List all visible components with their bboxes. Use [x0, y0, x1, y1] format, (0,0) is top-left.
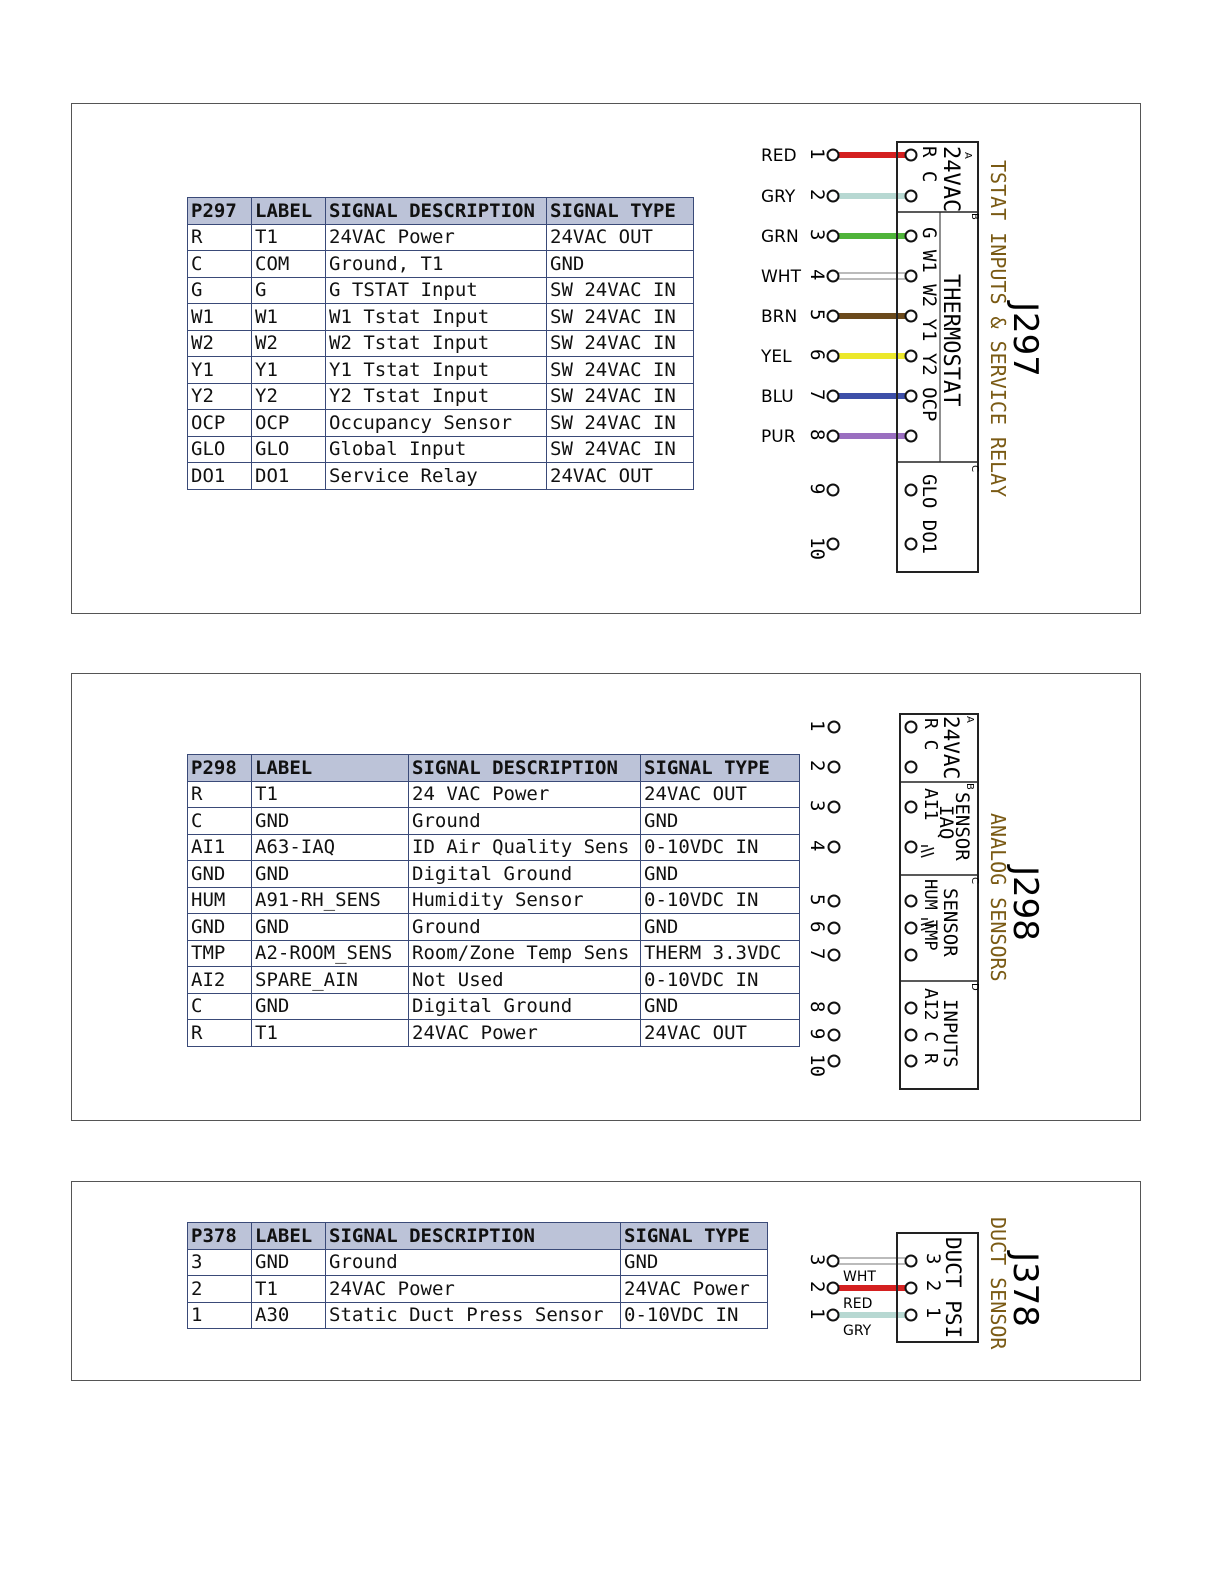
p297-cell: SW 24VAC IN	[547, 277, 694, 304]
p298-cell: AI2	[188, 967, 252, 994]
p297-cell: OCP	[252, 410, 326, 437]
pin-number: 9	[806, 1028, 828, 1040]
p378-cell: 24VAC Power	[621, 1276, 768, 1303]
p298-cell: C	[188, 808, 252, 835]
j298-group-d-letter: D	[969, 983, 980, 991]
p297-cell: G TSTAT Input	[326, 277, 547, 304]
p378-header: LABEL	[252, 1223, 326, 1250]
p297-header: LABEL	[252, 198, 326, 225]
p378-cell: Ground	[326, 1249, 621, 1276]
p297-cell: T1	[252, 224, 326, 251]
p378-cell: Static Duct Press Sensor	[326, 1302, 621, 1329]
p297-cell: OCP	[188, 410, 252, 437]
p298-cell: 0-10VDC IN	[641, 834, 800, 861]
p378-cell: 0-10VDC IN	[621, 1302, 768, 1329]
p297-cell: Global Input	[326, 436, 547, 463]
j378-block-title: DUCT PSI	[941, 1237, 965, 1339]
p297-cell: W1	[188, 304, 252, 331]
wire-color-label: GRY	[843, 1323, 872, 1339]
wire-color-label: PUR	[761, 427, 796, 447]
p298-cell: 0-10VDC IN	[641, 967, 800, 994]
p378-header: SIGNAL TYPE	[621, 1223, 768, 1250]
p378-header: P378	[188, 1223, 252, 1250]
p297-cell: C	[188, 251, 252, 278]
j298-hum-pins: HUM TMP	[920, 879, 940, 951]
j298-24vac-pins: R C	[920, 718, 941, 751]
pin-number: 1	[806, 148, 828, 160]
p297-cell: 24VAC OUT	[547, 224, 694, 251]
wire-color-label: WHT	[843, 1269, 876, 1285]
pin-number: 2	[806, 189, 828, 201]
p297-cell: GLO	[252, 436, 326, 463]
p298-cell: GND	[252, 914, 409, 941]
p298-cell: SPARE_AIN	[252, 967, 409, 994]
pin-number: 10	[806, 1054, 828, 1077]
p297-cell: GLO	[188, 436, 252, 463]
p298-cell: GND	[641, 808, 800, 835]
p298-cell: A2-ROOM_SENS	[252, 940, 409, 967]
p298-cell: GND	[252, 993, 409, 1020]
p297-cell: W2	[188, 330, 252, 357]
p298-cell: Ground	[409, 808, 641, 835]
p378-cell: 2	[188, 1276, 252, 1303]
p298-cell: GND	[188, 861, 252, 888]
p297-cell: Y2	[252, 383, 326, 410]
j378-block-pins: 3 2 1	[922, 1253, 944, 1321]
j297-24vac-pins: R C	[918, 146, 940, 184]
p298-cell: C	[188, 993, 252, 1020]
p378-cell: GND	[621, 1249, 768, 1276]
p298-cell: Digital Ground	[409, 861, 641, 888]
p298-cell: 24VAC OUT	[641, 781, 800, 808]
j297-group-a-letter: A	[962, 152, 973, 159]
p297-cell: G	[188, 277, 252, 304]
pin-number: 3	[806, 800, 828, 812]
p298-header: SIGNAL TYPE	[641, 755, 800, 782]
j297-group-b-letter: B	[969, 213, 980, 220]
connector-pin	[906, 1283, 917, 1294]
pin-number: 4	[806, 840, 828, 852]
p298-header: LABEL	[252, 755, 409, 782]
p378-cell: A30	[252, 1302, 326, 1329]
pin-number: 1	[806, 1308, 828, 1320]
p298-cell: Humidity Sensor	[409, 887, 641, 914]
p298-cell: 24VAC Power	[409, 1020, 641, 1047]
j297-group-c-pins: GLO DO1	[918, 474, 940, 555]
p297-cell: Y1	[252, 357, 326, 384]
p298-cell: A63-IAQ	[252, 834, 409, 861]
p297-cell: DO1	[252, 463, 326, 490]
p378-header: SIGNAL DESCRIPTION	[326, 1223, 621, 1250]
wire-color-label: YEL	[761, 347, 792, 367]
wire-color-label: RED	[761, 146, 797, 166]
p297-cell: COM	[252, 251, 326, 278]
pin-number: 9	[806, 483, 828, 495]
j298-iaq-pins: AI1	[920, 788, 941, 821]
j298-24vac-label: 24VAC	[939, 716, 963, 780]
j298-iaq-sensor-label: SENSOR	[951, 792, 973, 861]
p298-cell: 24 VAC Power	[409, 781, 641, 808]
pin-number: 10	[806, 537, 828, 560]
wire-color-label: GRN	[761, 227, 799, 247]
p298-cell: Not Used	[409, 967, 641, 994]
p297-cell: Service Relay	[326, 463, 547, 490]
p297-cell: W1 Tstat Input	[326, 304, 547, 331]
p298-cell: GND	[641, 993, 800, 1020]
j298-title: J298	[1005, 866, 1045, 941]
connector-pin	[906, 1256, 917, 1267]
p297-cell: W2	[252, 330, 326, 357]
p297-cell: SW 24VAC IN	[547, 330, 694, 357]
p297-cell: DO1	[188, 463, 252, 490]
j298-inputs-pins: AI2 C R	[920, 988, 941, 1064]
header-pin	[828, 1310, 839, 1321]
p297-header: SIGNAL DESCRIPTION	[326, 198, 547, 225]
pin-number: 3	[806, 229, 828, 241]
p298-cell: GND	[252, 861, 409, 888]
p298-cell: HUM	[188, 887, 252, 914]
connector-pin	[906, 1310, 917, 1321]
p298-cell: R	[188, 1020, 252, 1047]
p298-cell: 0-10VDC IN	[641, 887, 800, 914]
j298-iaq-label: IAQ	[935, 805, 957, 840]
j297-24vac-label: 24VAC	[938, 146, 963, 213]
p378-cell: 1	[188, 1302, 252, 1329]
p298-cell: T1	[252, 781, 409, 808]
wire-color-label: BRN	[761, 307, 798, 327]
header-pin	[828, 1283, 839, 1294]
p378-cell: 3	[188, 1249, 252, 1276]
j298-group-c-letter: C	[969, 877, 980, 884]
p297-cell: GND	[547, 251, 694, 278]
p298-cell: Room/Zone Temp Sens	[409, 940, 641, 967]
p298-cell: T1	[252, 1020, 409, 1047]
p298-header: SIGNAL DESCRIPTION	[409, 755, 641, 782]
p297-cell: Occupancy Sensor	[326, 410, 547, 437]
p298-cell: GND	[252, 808, 409, 835]
p378-cell: T1	[252, 1276, 326, 1303]
p298-cell: THERM 3.3VDC	[641, 940, 800, 967]
p297-cell: SW 24VAC IN	[547, 357, 694, 384]
p297-cell: G	[252, 277, 326, 304]
p297-cell: SW 24VAC IN	[547, 383, 694, 410]
p298-cell: TMP	[188, 940, 252, 967]
p298-cell: GND	[188, 914, 252, 941]
pin-number: 1	[806, 720, 828, 732]
pin-number: 7	[806, 948, 828, 960]
p298-header: P298	[188, 755, 252, 782]
j297-title: J297	[1005, 302, 1045, 377]
p297-cell: W1	[252, 304, 326, 331]
p297-cell: Y2	[188, 383, 252, 410]
wire-color-label: GRY	[761, 187, 796, 207]
pin-number: 5	[806, 309, 828, 321]
p297-cell: 24VAC Power	[326, 224, 547, 251]
pin-number: 7	[806, 389, 828, 401]
j297-thermostat-label: THERMOSTAT	[938, 274, 963, 407]
p297-cell: Ground, T1	[326, 251, 547, 278]
p297-cell: SW 24VAC IN	[547, 436, 694, 463]
j298-subtitle: ANALOG SENSORS	[986, 813, 1010, 982]
p297-cell: Y2 Tstat Input	[326, 383, 547, 410]
pin-number: 4	[806, 269, 828, 281]
p297-cell: W2 Tstat Input	[326, 330, 547, 357]
p297-cell: Y1	[188, 357, 252, 384]
p297-header: P297	[188, 198, 252, 225]
p378-cell: 24VAC Power	[326, 1276, 621, 1303]
p298-cell: Ground	[409, 914, 641, 941]
p298-cell: A91-RH_SENS	[252, 887, 409, 914]
j298-group-b-letter: B	[964, 783, 975, 790]
p297-cell: 24VAC OUT	[547, 463, 694, 490]
pin-number: 2	[806, 1281, 828, 1293]
pin-number: 8	[806, 1001, 828, 1013]
p298-cell: GND	[641, 861, 800, 888]
j298-group-a-letter: A	[964, 716, 975, 723]
j297-subtitle: TSTAT INPUTS & SERVICE RELAY	[986, 160, 1010, 498]
j297-thermostat-pins: G W1 W2 Y1 Y2 OCP	[918, 227, 940, 422]
pin-number: 6	[806, 921, 828, 933]
p297-cell: SW 24VAC IN	[547, 410, 694, 437]
wire-color-label: WHT	[761, 267, 801, 287]
j298-hum-sensor-label: SENSOR	[939, 888, 961, 957]
pin-number: 2	[806, 760, 828, 772]
p297-cell: Y1 Tstat Input	[326, 357, 547, 384]
j297-group-c-letter: C	[969, 465, 980, 472]
p297-cell: R	[188, 224, 252, 251]
p298-cell: GND	[641, 914, 800, 941]
j378-subtitle: DUCT SENSOR	[986, 1217, 1010, 1350]
header-pin	[828, 1256, 839, 1267]
j378-pin-numbers	[806, 1254, 828, 1319]
j378-title: J378	[1005, 1252, 1045, 1327]
pin-number: 6	[806, 349, 828, 361]
p298-cell: AI1	[188, 834, 252, 861]
j378-wire-labels	[843, 1269, 876, 1339]
pin-number: 5	[806, 894, 828, 906]
p298-cell: R	[188, 781, 252, 808]
p297-cell: SW 24VAC IN	[547, 304, 694, 331]
p378-cell: GND	[252, 1249, 326, 1276]
p298-cell: ID Air Quality Sens	[409, 834, 641, 861]
p298-cell: Digital Ground	[409, 993, 641, 1020]
wire-color-label: RED	[843, 1296, 873, 1312]
p297-header: SIGNAL TYPE	[547, 198, 694, 225]
j298-inputs-label: INPUTS	[939, 999, 961, 1068]
p298-cell: 24VAC OUT	[641, 1020, 800, 1047]
pin-number: 8	[806, 429, 828, 441]
pin-number: 3	[806, 1254, 828, 1266]
wire-color-label: BLU	[761, 387, 794, 407]
